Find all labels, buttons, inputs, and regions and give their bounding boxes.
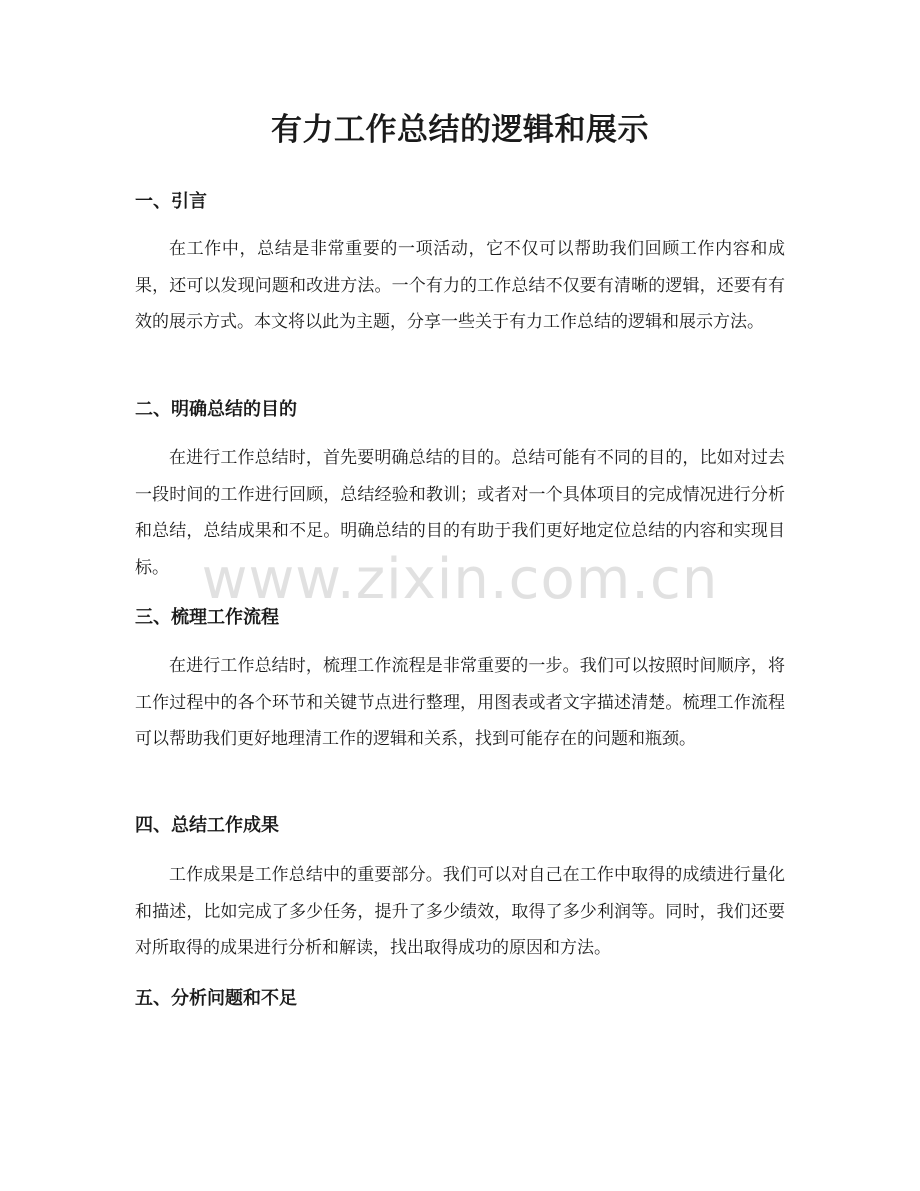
- section-heading-introduction: 一、引言: [135, 191, 207, 212]
- section-paragraph-workflow: 在进行工作总结时，梳理工作流程是非常重要的一步。我们可以按照时间顺序，将工作过程中的各个环节和关键节点进行整理，用图表或者文字描述清楚。梳理工作流程可以帮助我们更好地理清工作的逻辑和关系，找到可能存在的问题和瓶颈。: [135, 656, 785, 749]
- section-heading-problems: 五、分析问题和不足: [135, 988, 297, 1009]
- section-paragraph-purpose: 在进行工作总结时，首先要明确总结的目的。总结可能有不同的目的，比如对过去一段时间的工作进行回顾，总结经验和教训；或者对一个具体项目的完成情况进行分析和总结，总结成果和不足。明确总结的目的有助于我们更好地定位总结的内容和实现目标。: [135, 448, 785, 578]
- section-heading-purpose: 二、明确总结的目的: [135, 399, 297, 420]
- section-paragraph-results: 工作成果是工作总结中的重要部分。我们可以对自己在工作中取得的成绩进行量化和描述，比如完成了多少任务，提升了多少绩效，取得了多少利润等。同时，我们还要对所取得的成果进行分析和解读，找出取得成功的原因和方法。: [135, 865, 785, 958]
- section-paragraph-introduction: 在工作中，总结是非常重要的一项活动，它不仅可以帮助我们回顾工作内容和成果，还可以发现问题和改进方法。一个有力的工作总结不仅要有清晰的逻辑，还要有有效的展示方式。本文将以此为主题，分享一些关于有力工作总结的逻辑和展示方法。: [135, 239, 785, 332]
- watermark: www.zixin.com.cn: [201, 547, 719, 612]
- section-heading-workflow: 三、梳理工作流程: [135, 607, 279, 628]
- document-title: 有力工作总结的逻辑和展示: [271, 112, 649, 148]
- section-heading-results: 四、总结工作成果: [135, 815, 279, 836]
